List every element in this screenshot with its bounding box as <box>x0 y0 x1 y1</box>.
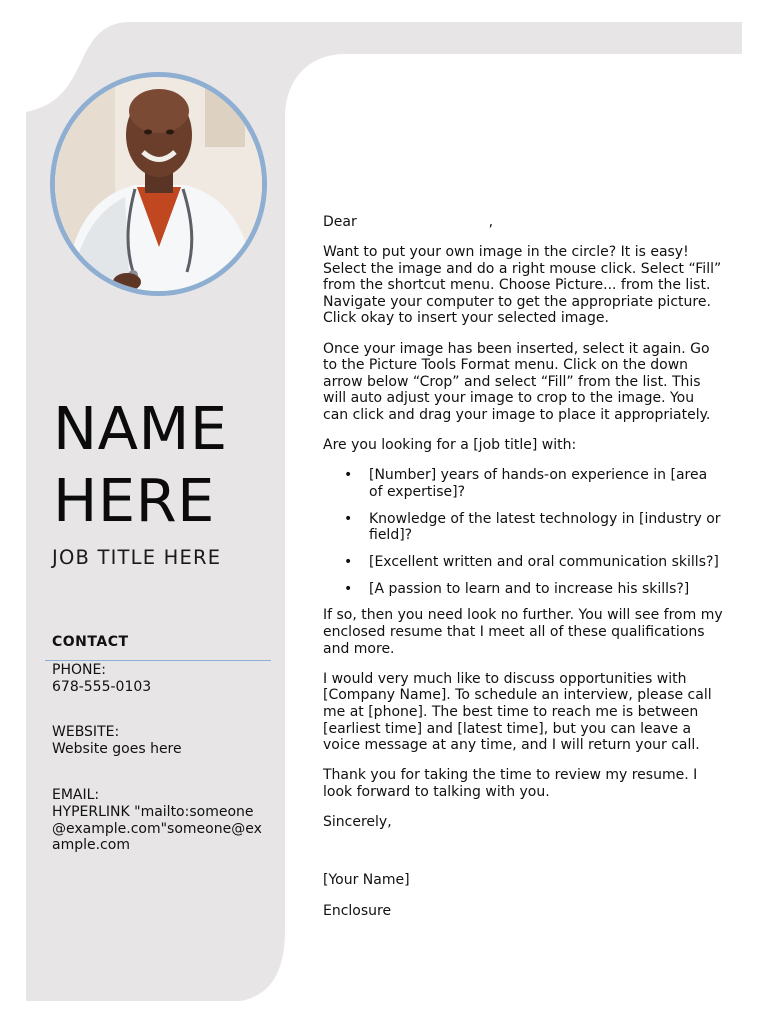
qualifications-list <box>323 467 723 597</box>
signature-name: [Your Name] <box>323 872 410 889</box>
list-item: • [Number] years of hands-on experience in [area of expertise]? <box>369 467 723 500</box>
closing: Sincerely, <box>323 813 392 830</box>
cover-letter-body <box>323 214 723 933</box>
phone-value: 678-555-0103 <box>52 678 152 695</box>
email-block <box>52 787 267 854</box>
phone-block <box>52 662 267 696</box>
salutation: Dear <box>323 214 357 230</box>
contact-divider <box>45 660 271 661</box>
enclosure-line: Enclosure <box>323 902 392 919</box>
salutation-comma: , <box>488 214 494 230</box>
paragraph-image-instructions: Want to put your own image in the circle? It is easy! Select the image and do a right mouse click. Select “Fill” from the shortcut menu. Choose Picture... from the list. Navigate your computer to get the appropriate picture. Click okay to insert your selected image. <box>323 244 722 327</box>
phone-label: PHONE: <box>52 662 107 678</box>
name-line-1: NAME <box>53 394 228 463</box>
website-label: WEBSITE: <box>52 724 120 740</box>
salutation-line <box>323 214 723 231</box>
job-title: JOB TITLE HERE <box>52 546 222 569</box>
list-item: • Knowledge of the latest technology in [industry or field]? <box>369 511 723 544</box>
name-line-2: HERE <box>53 466 215 535</box>
paragraph-interview: I would very much like to discuss opportunities with [Company Name]. To schedule an interview, please call me at [phone]. The best time to reach me is between [earliest time] and [latest time], but you can leave a voice message at any time, and I will return your call. <box>323 670 712 754</box>
profile-photo[interactable] <box>50 72 267 296</box>
email-value[interactable]: HYPERLINK "mailto:someone@example.com"someone@example.com <box>52 803 262 854</box>
email-label: EMAIL: <box>52 787 100 803</box>
paragraph-qualifications: If so, then you need look no further. You will see from my enclosed resume that I meet all of these qualifications and more. <box>323 607 723 657</box>
paragraph-thanks: Thank you for taking the time to review my resume. I look forward to talking with you. <box>323 767 698 800</box>
website-value[interactable]: Website goes here <box>52 740 182 757</box>
paragraph-crop-instructions: Once your image has been inserted, select it again. Go to the Picture Tools Format menu. Click on the down arrow below “Crop” and select “Fill” from the list. This will auto adjust your image to crop to the image. You can click and drag your image to place it appropriately. <box>323 340 711 423</box>
doctor-portrait-image <box>55 77 262 291</box>
list-item: • [Excellent written and oral communication skills?] <box>369 554 723 571</box>
list-item: • [A passion to learn and to increase his skills?] <box>369 581 723 598</box>
candidate-name <box>53 393 283 537</box>
paragraph-job-intro: Are you looking for a [job title] with: <box>323 437 577 454</box>
contact-heading: CONTACT <box>52 634 129 650</box>
website-block <box>52 724 267 758</box>
